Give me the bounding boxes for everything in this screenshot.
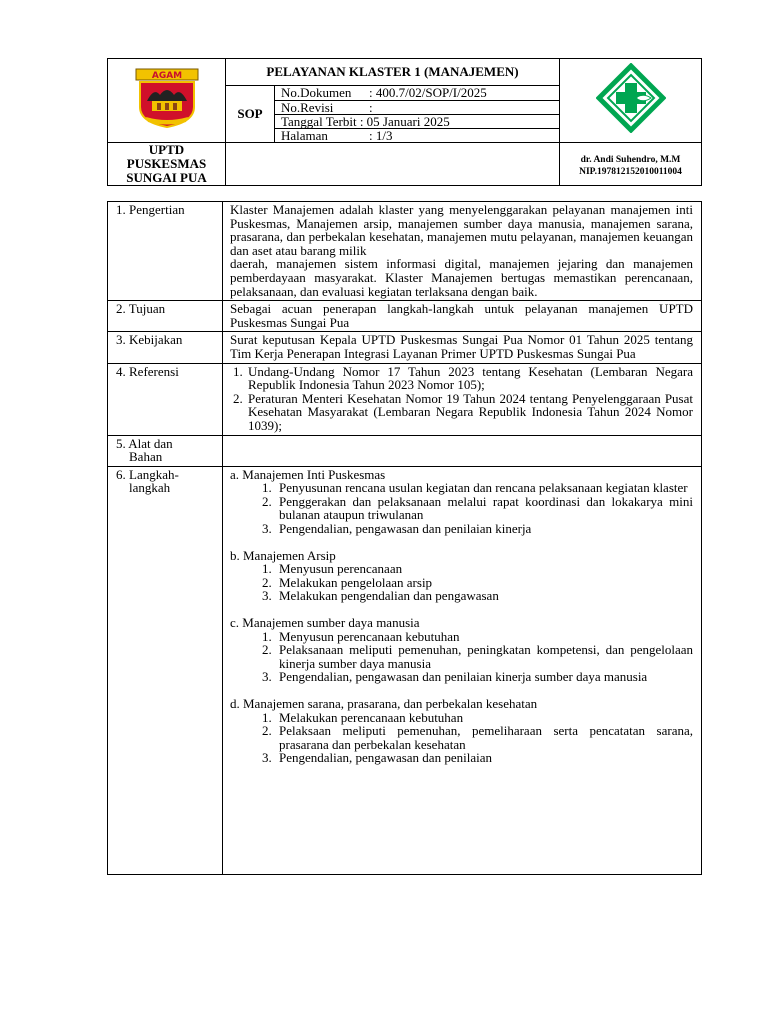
label-kebijakan: 3. Kebijakan xyxy=(108,332,223,363)
list-item: 3. Pengendalian, pengawasan dan penilaian xyxy=(275,751,693,765)
list-item: 1. Penyusunan rencana usulan kegiatan dan rencana pelaksanaan kegiatan klaster xyxy=(275,481,693,495)
sop-header-table xyxy=(107,58,702,186)
puskesmas-logo-icon xyxy=(596,63,666,133)
unit-name: UPTD PUSKESMAS SUNGAI PUA xyxy=(108,143,226,186)
signer-name: dr. Andi Suhendro, M.M xyxy=(580,155,681,165)
referensi-list xyxy=(226,365,693,433)
label-alat-bahan: 5. Alat dan Bahan xyxy=(108,435,223,466)
row-langkah xyxy=(108,466,702,874)
list-item: 2. Melakukan pengelolaan arsip xyxy=(275,576,693,590)
signer-nip: NIP.197812152010011004 xyxy=(579,167,682,177)
section-title: a. Manajemen Inti Puskesmas xyxy=(230,466,386,482)
list-item: 2. Penggerakan dan pelaksanaan melalui rapat koordinasi dan lokakarya mini bulanan ataupun triwulanan xyxy=(275,495,693,522)
section-title: c. Manajemen sumber daya manusia xyxy=(230,615,420,631)
label-pengertian: 1. Pengertian xyxy=(108,202,223,301)
sop-label: SOP xyxy=(226,86,275,143)
row-alat-bahan xyxy=(108,435,702,466)
text-kebijakan: Surat keputusan Kepala UPTD Puskesmas Sungai Pua Nomor 01 Tahun 2025 tentang Tim Kerja Penerapan Integrasi Layanan Primer UPTD Puskesmas Sungai Pua xyxy=(223,332,702,363)
agam-banner-text: AGAM xyxy=(151,71,182,81)
label-langkah: 6. Langkah- langkah xyxy=(108,466,223,874)
label-tujuan: 2. Tujuan xyxy=(108,301,223,332)
list-item: 3. Pengendalian, pengawasan dan penilaian kinerja sumber daya manusia xyxy=(275,670,693,684)
list-item: 3. Pengendalian, pengawasan dan penilaian kinerja xyxy=(275,522,693,536)
list-item: 1. Menyusun perencanaan xyxy=(275,562,693,576)
agam-logo-cell xyxy=(108,59,226,143)
text-langkah xyxy=(223,466,702,874)
meta-halaman: Halaman : 1/3 xyxy=(275,129,560,143)
section-title: d. Manajemen sarana, prasarana, dan perbekalan kesehatan xyxy=(230,696,538,711)
steps-list xyxy=(230,630,693,684)
row-referensi xyxy=(108,363,702,435)
text-referensi xyxy=(223,363,702,435)
row-tujuan xyxy=(108,301,702,332)
steps-list xyxy=(230,562,693,603)
list-item: 2. Pelaksanaan meliputi pemenuhan, peningkatan kompetensi, dan pengelolaan kinerja sumber daya manusia xyxy=(275,643,693,670)
text-tujuan: Sebagai acuan penerapan langkah-langkah untuk pelayanan manajemen UPTD Puskesmas Sungai Pua xyxy=(223,301,702,332)
list-item: 2. Pelaksaan meliputi pemenuhan, pemeliharaan serta pencatatan sarana, prasarana dan perbekalan kesehatan xyxy=(275,724,693,751)
text-alat-bahan xyxy=(223,435,702,466)
text-pengertian: Klaster Manajemen adalah klaster yang menyelenggarakan pelayanan manajemen inti Puskesmas, Manajemen arsip, manajemen sumber daya manusia, manajemen sarana, prasarana, dan perbekalan kesehatan, manajemen mutu pelayanan, manajemen keuangan dan aset atau barang milik daerah, manajemen sistem informasi digital, manajemen jejaring dan manajemen pemberdayaan masyarakat. Klaster Manajemen bertugas memastikan perencanaan, pelaksanaan, dan evaluasi kegiatan terlaksana dengan baik. xyxy=(223,202,702,301)
row-pengertian xyxy=(108,202,702,301)
puskesmas-logo-cell xyxy=(560,59,702,143)
steps-list xyxy=(230,481,693,535)
sop-body-table xyxy=(107,201,702,875)
agam-regency-emblem-icon xyxy=(130,67,204,129)
meta-tanggal-terbit: Tanggal Terbit : 05 Januari 2025 xyxy=(275,115,560,129)
list-item: 3. Melakukan pengendalian dan pengawasan xyxy=(275,589,693,603)
list-item: 2. Peraturan Menteri Kesehatan Nomor 19 Tahun 2024 tentang Penyelenggaraan Pusat Kesehatan Masyarakat (Lembaran Negara Republik Indonesia Tahun 2024 Nomor 1039); xyxy=(246,392,693,433)
label-referensi: 4. Referensi xyxy=(108,363,223,435)
list-item: 1. Menyusun perencanaan kebutuhan xyxy=(275,630,693,644)
list-item: 1. Undang-Undang Nomor 17 Tahun 2023 tentang Kesehatan (Lembaran Negara Republik Indonesia Tahun 2023 Nomor 105); xyxy=(246,365,693,392)
list-item: 1. Melakukan perencanaan kebutuhan xyxy=(275,711,693,725)
meta-no-dokumen: No.Dokumen : 400.7/02/SOP/I/2025 xyxy=(275,86,560,101)
signer-block xyxy=(560,143,702,186)
section-title: b. Manajemen Arsip xyxy=(230,547,336,563)
header-blank-cell xyxy=(226,143,560,186)
meta-no-revisi: No.Revisi : xyxy=(275,101,560,115)
row-kebijakan xyxy=(108,332,702,363)
steps-list xyxy=(230,711,693,765)
document-title: PELAYANAN KLASTER 1 (MANAJEMEN) xyxy=(226,59,560,86)
